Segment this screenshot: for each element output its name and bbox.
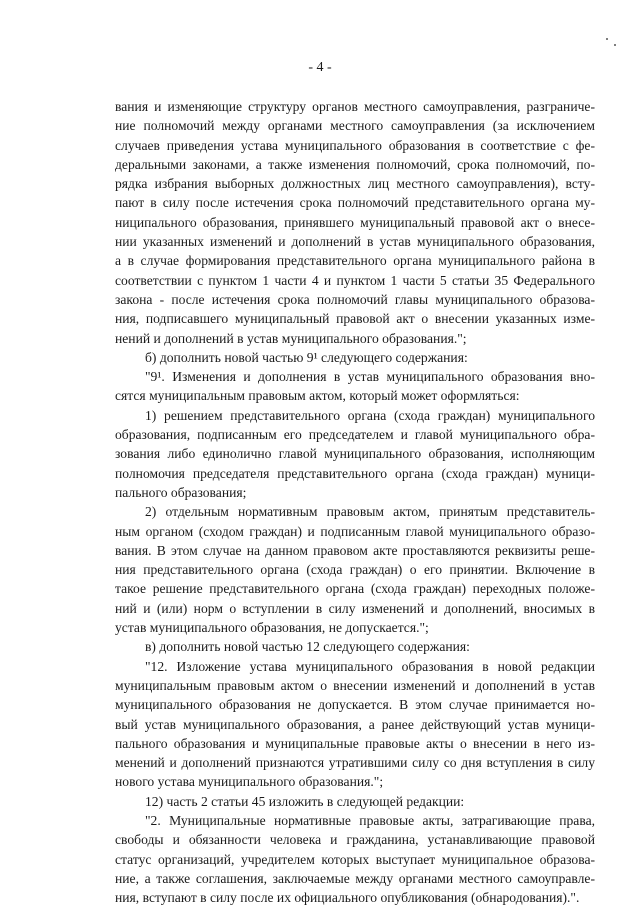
text-line: свободы и обязанности человека и гражданина, устанавливающие правовой — [115, 832, 595, 848]
text-line: ние, а также соглашения, заключаемые между органами местного самоуправле- — [115, 870, 595, 886]
text-line: пают в силу после истечения срока полномочий представительного органа му- — [115, 195, 595, 211]
text-line: ния, подписавшего муниципальный правовой акт о внесении указанных изме- — [115, 311, 595, 327]
text-line: "12. Изложение устава муниципального образования в новой редакции — [145, 658, 595, 674]
text-line: ным органом (сходом граждан) и подписанным главой муниципального образо- — [115, 523, 595, 539]
text-line: менений и дополнений признаются утратившими силу со дня вступления в силу — [115, 755, 595, 771]
scan-speck — [606, 38, 608, 40]
text-line: зования либо единолично главой муниципального образования, исполняющим — [115, 446, 595, 462]
text-line: пального образования и муниципальные правовые акты о внесении в него из- — [115, 735, 595, 751]
text-line: устав муниципального образования, не допускается."; — [115, 620, 429, 636]
text-line: закона - после истечения срока полномочий главы муниципального образова- — [115, 291, 595, 307]
text-line: муниципальным правовым актом о внесении изменений и дополнений в устав — [115, 677, 595, 693]
text-line: муниципального образования не допускается. В этом случае принимается но- — [115, 697, 595, 713]
text-line: ния представительного органа (схода граждан) о его принятии. Включение в — [115, 562, 595, 578]
text-line: ний и (или) норм о вступлении в силу изменений и дополнений, вносимых в — [115, 600, 595, 616]
text-line: рядка избрания выборных должностных лиц местного самоуправления), всту- — [115, 176, 595, 192]
text-line: вый устав муниципального образования, а ранее действующий устав муници- — [115, 716, 595, 732]
text-line: полномочия председателя представительного органа (схода граждан) муници- — [115, 465, 595, 481]
text-line: вания и изменяющие структуру органов местного самоуправления, разграниче- — [115, 99, 595, 114]
text-line: вания. В этом случае на данном правовом акте проставляются реквизиты реше- — [115, 542, 595, 558]
text-line: 2) отдельным нормативным правовым актом, принятым представитель- — [145, 504, 595, 520]
text-line: образования, подписанным его председателем и главой муниципального обра- — [115, 427, 595, 443]
text-line: такое решение представительного органа (схода граждан) переходных положе- — [115, 581, 595, 597]
page-number: - 4 - — [308, 60, 332, 75]
text-line: ние полномочий между органами местного самоуправления (за исключением — [115, 118, 595, 134]
text-line: деральными законами, а также изменения полномочий, срока полномочий, по- — [115, 156, 595, 172]
text-line: 12) часть 2 статьи 45 изложить в следующей редакции: — [145, 793, 465, 809]
scan-speck — [614, 44, 616, 46]
text-line: "2. Муниципальные нормативные правовые акты, затрагивающие права, — [145, 812, 595, 828]
text-line: нии указанных изменений и дополнений в устав муниципального образования, — [115, 234, 595, 250]
text-line: в) дополнить новой частью 12 следующего содержания: — [145, 639, 470, 655]
text-line: б) дополнить новой частью 9¹ следующего содержания: — [145, 349, 468, 365]
text-line: соответствии с пунктом 1 части 4 и пунктом 1 части 5 статьи 35 Федерального — [115, 272, 595, 288]
text-line: случаев приведения устава муниципального образования в соответствие с фе- — [115, 137, 595, 153]
text-line: сятся муниципальным правовым актом, который может оформляться: — [115, 388, 520, 404]
text-line: нового устава муниципального образования."; — [115, 774, 384, 790]
text-line: ниципального образования, принявшего муниципальный правовой акт о внесе- — [115, 214, 595, 230]
text-line: "9¹. Изменения и дополнения в устав муниципального образования вно- — [145, 369, 595, 385]
text-line: 1) решением представительного органа (схода граждан) муниципального — [145, 407, 595, 423]
document-body — [115, 97, 595, 907]
text-line: нений и дополнений в устав муниципального образования."; — [115, 330, 467, 346]
text-line: ния, вступают в силу после их официального опубликования (обнародования).". — [115, 890, 580, 906]
text-line: пального образования; — [115, 484, 247, 500]
text-line: статус организаций, учредителем которых выступает муниципальное образова- — [115, 851, 595, 867]
text-line: а в случае формирования представительного органа муниципального района в — [115, 253, 595, 269]
